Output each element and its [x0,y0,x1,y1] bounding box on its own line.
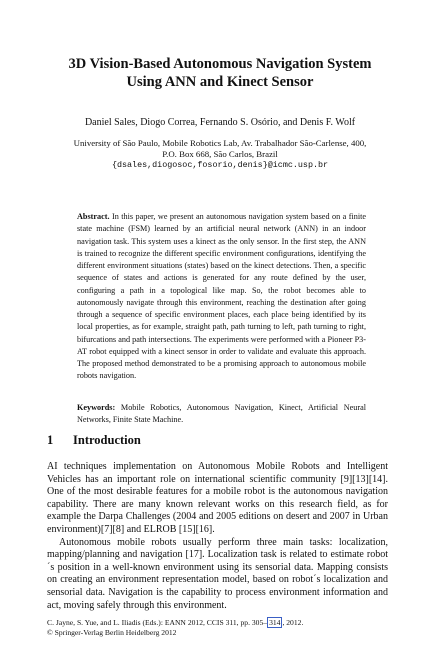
citation-suffix: , 2012. [282,618,304,627]
citation-prefix: C. Jayne, S. Yue, and L. Iliadis (Eds.): EANN 2012, CCIS 311, pp. 305– [47,618,268,627]
keywords-label: Keywords: [77,403,116,412]
title-line-2: Using ANN and Kinect Sensor [126,74,314,90]
body-paragraph-2: Autonomous mobile robots usually perform three main tasks: localization, mapping/planning and navigation [17]. Localization task is related to estimate robot´s position in a well-known environment using its sensorial data. Mapping consists on creating an environment representation model, based on robot´s localization and sensorial data. Navigation is the capability to process environment information and act, moving safely through this environment. [47,536,388,611]
page-end-link[interactable]: 314 [269,618,281,627]
body-paragraph-1: AI techniques implementation on Autonomous Mobile Robots and Intelligent Vehicles has an important role on international scientific community [9][13][14]. One of the most desirable features for a mobile robot is the autonomous navigation capability. There are many known relevant works on this research field, as for example the Darpa Challenges (2004 and 2005 editions on desert and 2007 in Urban environment)[7][8] and ELROB [15][16]. [47,461,388,535]
affiliation-line-2: P.O. Box 668, São Carlos, Brazil [162,149,278,159]
abstract-label: Abstract. [77,212,110,221]
abstract [77,211,366,383]
section-title: Introduction [73,433,141,447]
affiliation-line-1: University of São Paulo, Mobile Robotics Lab, Av. Trabalhador São-Carlense, 400, [73,138,367,148]
section-body [47,461,388,612]
affiliation-email: {dsales,diogosoc,fosorio,denis}@icmc.usp.br [111,160,329,170]
keywords [77,402,366,427]
paper-title [60,55,380,91]
copyright-line: © Springer-Verlag Berlin Heidelberg 2012 [47,628,177,637]
affiliation [60,138,380,171]
section-number: 1 [47,433,54,447]
citation-line [47,618,407,628]
abstract-text: In this paper, we present an autonomous navigation system based on a finite state machine (FSM) learned by an artificial neural network (ANN) in an indoor navigation task. This system uses a kinect as the only sensor. In the first step, the ANN is trained to recognize the different specific environment configurations, identifying the different environment situations (states) based on the kinect detections. Then, a specific sequence of states and actions is generated for any route defined by the user, configuring a path in a topological like map. So, the robot becomes able to autonomously navigate through this environment, reaching the destination after going through a sequence of specific environment places, each place being identified by its local properties, as for example, straight path, path turning to left, path turning to right, bifurcations and path intersections. The experiments were performed with a Pioneer P3-AT robot equipped with a kinect sensor in order to validate and evaluate this approach. The proposed method demonstrated to be a promising approach to autonomous mobile robots navigation. [77,212,367,381]
author-list: Daniel Sales, Diogo Correa, Fernando S. Osório, and Denis F. Wolf [84,117,356,128]
keywords-text: Mobile Robotics, Autonomous Navigation, Kinect, Artificial Neural Networks, Finite State Machine. [77,403,366,425]
page-footer [47,618,407,638]
section-heading [47,433,387,448]
title-line-1: 3D Vision-Based Autonomous Navigation System [68,56,372,72]
